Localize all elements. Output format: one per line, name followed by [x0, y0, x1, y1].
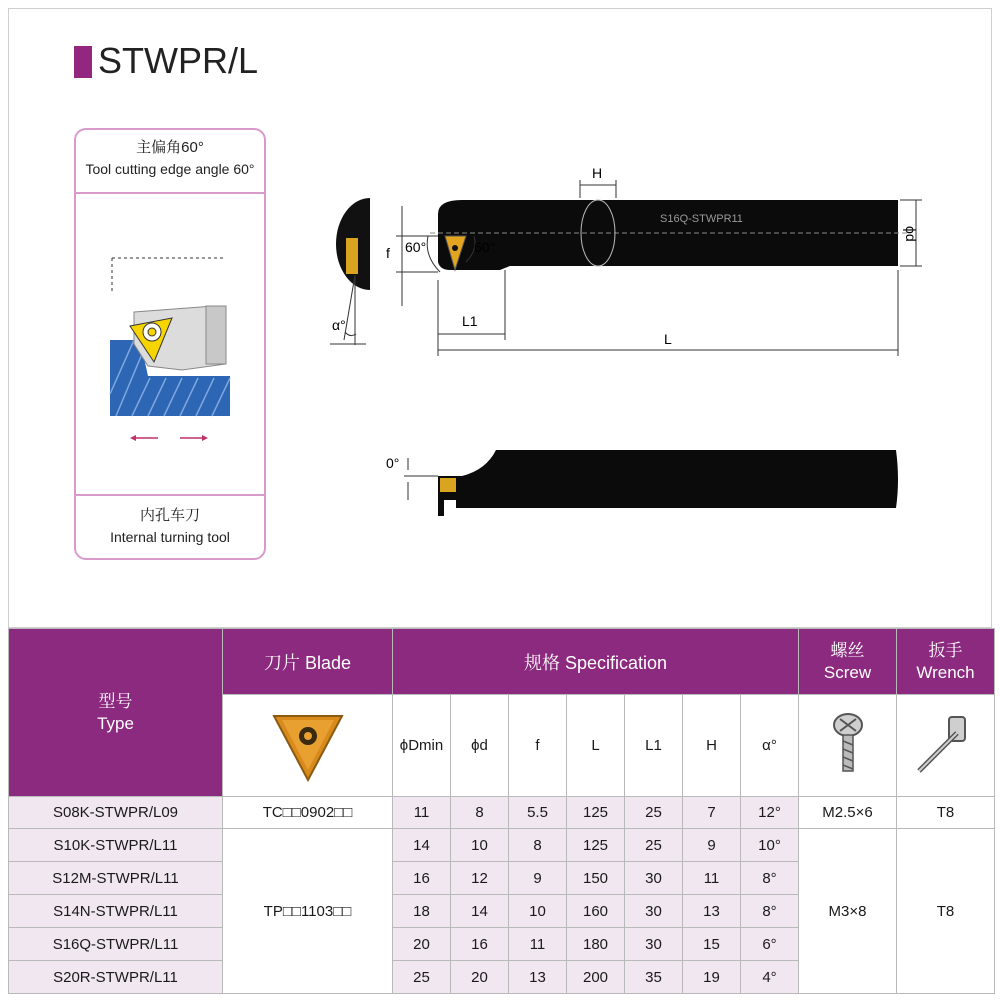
cell-f: 8 — [509, 829, 567, 862]
angle-left: 60° — [405, 239, 427, 255]
screw-header-cn: 螺丝 — [830, 640, 865, 660]
cell-alpha: 10° — [741, 829, 799, 862]
cell-l1: 30 — [625, 862, 683, 895]
panel-bottom-en: Internal turning tool — [110, 529, 230, 545]
cell-f: 13 — [509, 961, 567, 994]
cell-l: 125 — [567, 829, 625, 862]
cell-dmin: 14 — [393, 829, 451, 862]
spec-header: 规格 Specification — [393, 629, 799, 695]
cell-h: 15 — [683, 928, 741, 961]
panel-top-cn: 主偏角60° — [136, 139, 204, 156]
wrench-header-cn: 扳手 — [928, 640, 963, 660]
col-f: f — [509, 695, 567, 797]
cell-f: 5.5 — [509, 797, 567, 829]
cell-l1: 30 — [625, 928, 683, 961]
dim-d: ϕd — [903, 226, 919, 242]
panel-bottom-cn: 内孔车刀 — [139, 507, 200, 524]
col-l1: L1 — [625, 695, 683, 797]
wrench-icon — [911, 709, 981, 779]
wrench-header-en: Wrench — [916, 662, 975, 682]
dim-h: H — [592, 165, 603, 181]
screw-image-cell — [799, 695, 897, 797]
row-wrench: T8 — [897, 829, 995, 994]
cell-f: 10 — [509, 895, 567, 928]
row-screw: M2.5×6 — [799, 797, 897, 829]
cell-l: 160 — [567, 895, 625, 928]
cell-l: 200 — [567, 961, 625, 994]
dim-alpha: α° — [332, 317, 346, 333]
cell-l1: 25 — [625, 797, 683, 829]
cell-h: 11 — [683, 862, 741, 895]
cell-d: 8 — [451, 797, 509, 829]
type-header — [9, 629, 223, 797]
row-type: S14N-STWPR/L11 — [9, 895, 223, 928]
wrench-header — [897, 629, 995, 695]
cell-d: 20 — [451, 961, 509, 994]
bar-marking: S16Q-STWPR11 — [660, 213, 743, 225]
cell-l1: 30 — [625, 895, 683, 928]
cell-d: 12 — [451, 862, 509, 895]
triangle-insert-icon — [268, 704, 348, 784]
cell-d: 10 — [451, 829, 509, 862]
row-type: S10K-STWPR/L11 — [9, 829, 223, 862]
cell-dmin: 16 — [393, 862, 451, 895]
cell-alpha: 6° — [741, 928, 799, 961]
end-view-insert — [346, 238, 358, 274]
cell-alpha: 4° — [741, 961, 799, 994]
angle-zero: 0° — [386, 455, 400, 471]
col-l: L — [567, 695, 625, 797]
dim-f: f — [386, 245, 390, 261]
cell-f: 9 — [509, 862, 567, 895]
screw-header-en: Screw — [823, 662, 872, 682]
row-type: S12M-STWPR/L11 — [9, 862, 223, 895]
cell-l: 180 — [567, 928, 625, 961]
cell-dmin: 20 — [393, 928, 451, 961]
blade-header: 刀片 Blade — [223, 629, 393, 695]
cell-dmin: 11 — [393, 797, 451, 829]
cell-alpha: 8° — [741, 895, 799, 928]
dim-l1: L1 — [462, 313, 478, 329]
cell-h: 7 — [683, 797, 741, 829]
cell-d: 16 — [451, 928, 509, 961]
panel-top-en: Tool cutting edge angle 60° — [85, 161, 255, 177]
cell-dmin: 18 — [393, 895, 451, 928]
cell-l1: 35 — [625, 961, 683, 994]
screw-header — [799, 629, 897, 695]
col-d: ϕd — [451, 695, 509, 797]
row-wrench: T8 — [897, 797, 995, 829]
spec-table — [8, 628, 995, 994]
row-type: S08K-STWPR/L09 — [9, 797, 223, 829]
col-alpha: α° — [741, 695, 799, 797]
cell-alpha: 12° — [741, 797, 799, 829]
col-dmin: ϕDmin — [393, 695, 451, 797]
blade-image-cell — [223, 695, 393, 797]
row-type: S20R-STWPR/L11 — [9, 961, 223, 994]
angle-right: 60° — [474, 239, 496, 255]
tool-bar — [438, 200, 898, 270]
cell-l1: 25 — [625, 829, 683, 862]
cell-d: 14 — [451, 895, 509, 928]
type-header-en: Type — [97, 713, 134, 733]
row-screw: M3×8 — [799, 829, 897, 994]
insert-side-icon — [440, 478, 456, 492]
cell-h: 13 — [683, 895, 741, 928]
cell-dmin: 25 — [393, 961, 451, 994]
cell-h: 19 — [683, 961, 741, 994]
cell-alpha: 8° — [741, 862, 799, 895]
row-blade: TC□□0902□□ — [223, 797, 393, 829]
type-header-cn: 型号 — [98, 691, 133, 711]
col-h: H — [683, 695, 741, 797]
row-blade: TP□□1103□□ — [223, 829, 393, 994]
cell-f: 11 — [509, 928, 567, 961]
wrench-image-cell — [897, 695, 995, 797]
cell-l: 125 — [567, 797, 625, 829]
page-title: STWPR/L — [98, 40, 259, 81]
cell-h: 9 — [683, 829, 741, 862]
screw-icon — [818, 709, 878, 779]
row-type: S16Q-STWPR/L11 — [9, 928, 223, 961]
cell-l: 150 — [567, 862, 625, 895]
dim-l: L — [664, 331, 672, 347]
tool-bar-side — [438, 450, 898, 516]
